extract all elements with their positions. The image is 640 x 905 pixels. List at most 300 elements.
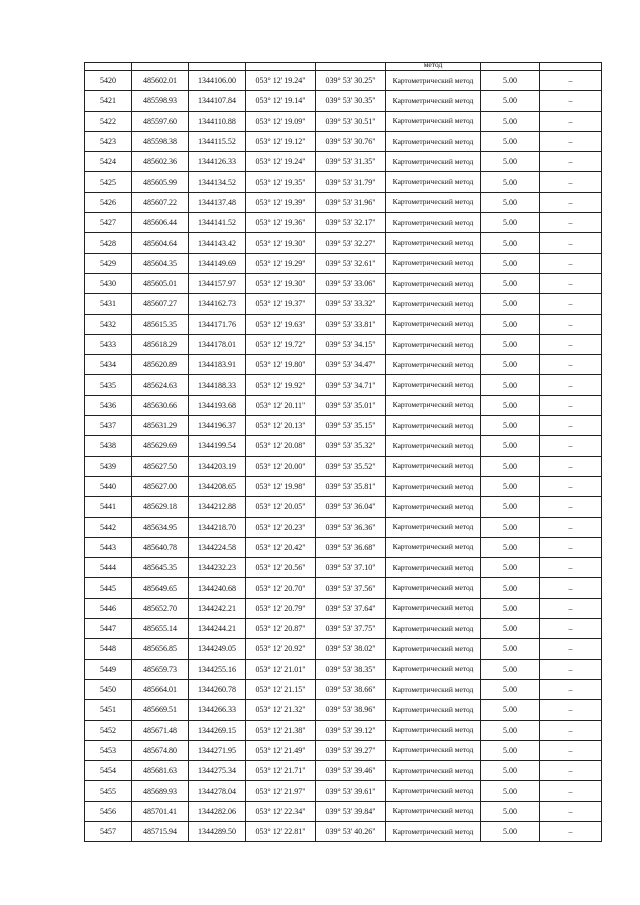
cell-note: –: [540, 761, 602, 781]
cell-point-number: 5447: [85, 619, 132, 639]
cell-x-coordinate: 485634.95: [132, 517, 189, 537]
cell-x-coordinate: 485669.51: [132, 700, 189, 720]
cell-y-coordinate: 1344249.05: [189, 639, 246, 659]
table-row: [85, 639, 602, 659]
cell-accuracy: 5.00: [481, 91, 540, 111]
table-row: [85, 801, 602, 821]
cell-longitude: 039° 53' 32.17": [316, 213, 386, 233]
cell-accuracy: 5.00: [481, 152, 540, 172]
cell-point-number: 5455: [85, 781, 132, 801]
cell-x-coordinate: 485605.01: [132, 273, 189, 293]
cell-note: –: [540, 152, 602, 172]
cell-note: –: [540, 537, 602, 557]
cell-note: –: [540, 355, 602, 375]
cell-note: –: [540, 314, 602, 334]
cell-accuracy: 5.00: [481, 233, 540, 253]
cell-method: Картометрический метод: [386, 537, 481, 557]
cell-method: Картометрический метод: [386, 192, 481, 212]
cell-note: –: [540, 517, 602, 537]
cell-method: Картометрический метод: [386, 395, 481, 415]
cell-latitude: 053° 12' 19.92": [246, 375, 316, 395]
cell-y-coordinate: 1344244.21: [189, 619, 246, 639]
cell-note: –: [540, 456, 602, 476]
cell-method: Картометрический метод: [386, 700, 481, 720]
cell-accuracy: 5.00: [481, 71, 540, 91]
cell-note: –: [540, 91, 602, 111]
cell-point-number: 5434: [85, 355, 132, 375]
cell-y-coordinate: 1344171.76: [189, 314, 246, 334]
cell-empty: [189, 63, 246, 71]
cell-note: –: [540, 821, 602, 841]
cell-method: Картометрический метод: [386, 558, 481, 578]
cell-longitude: 039° 53' 40.26": [316, 821, 386, 841]
cell-point-number: 5451: [85, 700, 132, 720]
cell-x-coordinate: 485605.99: [132, 172, 189, 192]
cell-y-coordinate: 1344260.78: [189, 679, 246, 699]
cell-x-coordinate: 485627.50: [132, 456, 189, 476]
cell-latitude: 053° 12' 20.13": [246, 416, 316, 436]
cell-method: Картометрический метод: [386, 213, 481, 233]
cell-longitude: 039° 53' 39.12": [316, 720, 386, 740]
cell-latitude: 053° 12' 19.98": [246, 476, 316, 496]
cell-point-number: 5453: [85, 740, 132, 760]
cell-point-number: 5422: [85, 111, 132, 131]
cell-point-number: 5424: [85, 152, 132, 172]
cell-x-coordinate: 485655.14: [132, 619, 189, 639]
cell-method: Картометрический метод: [386, 416, 481, 436]
cell-y-coordinate: 1344143.42: [189, 233, 246, 253]
cell-latitude: 053° 12' 19.29": [246, 253, 316, 273]
table-row: [85, 720, 602, 740]
cell-method: Картометрический метод: [386, 679, 481, 699]
cell-y-coordinate: 1344106.00: [189, 71, 246, 91]
table-row: [85, 192, 602, 212]
cell-method: Картометрический метод: [386, 131, 481, 151]
cell-y-coordinate: 1344232.23: [189, 558, 246, 578]
cell-latitude: 053° 12' 22.81": [246, 821, 316, 841]
cell-method: Картометрический метод: [386, 619, 481, 639]
cell-y-coordinate: 1344289.50: [189, 821, 246, 841]
cell-x-coordinate: 485597.60: [132, 111, 189, 131]
table-row: [85, 334, 602, 354]
cell-note: –: [540, 131, 602, 151]
cell-latitude: 053° 12' 19.12": [246, 131, 316, 151]
cell-point-number: 5456: [85, 801, 132, 821]
cell-y-coordinate: 1344149.69: [189, 253, 246, 273]
cell-y-coordinate: 1344269.15: [189, 720, 246, 740]
cell-note: –: [540, 781, 602, 801]
cell-accuracy: 5.00: [481, 639, 540, 659]
cell-note: –: [540, 639, 602, 659]
cell-accuracy: 5.00: [481, 131, 540, 151]
cell-note: –: [540, 720, 602, 740]
cell-y-coordinate: 1344141.52: [189, 213, 246, 233]
cell-y-coordinate: 1344266.33: [189, 700, 246, 720]
cell-y-coordinate: 1344224.58: [189, 537, 246, 557]
cell-y-coordinate: 1344212.88: [189, 497, 246, 517]
cell-x-coordinate: 485681.63: [132, 761, 189, 781]
cell-point-number: 5445: [85, 578, 132, 598]
cell-empty: [481, 63, 540, 71]
table-row: [85, 598, 602, 618]
cell-longitude: 039° 53' 30.25": [316, 71, 386, 91]
cell-longitude: 039° 53' 37.75": [316, 619, 386, 639]
cell-longitude: 039° 53' 30.35": [316, 91, 386, 111]
cell-y-coordinate: 1344134.52: [189, 172, 246, 192]
cell-latitude: 053° 12' 20.42": [246, 537, 316, 557]
cell-accuracy: 5.00: [481, 375, 540, 395]
cell-x-coordinate: 485671.48: [132, 720, 189, 740]
cell-point-number: 5446: [85, 598, 132, 618]
table-row: [85, 700, 602, 720]
cell-accuracy: 5.00: [481, 416, 540, 436]
cell-point-number: 5428: [85, 233, 132, 253]
cell-note: –: [540, 213, 602, 233]
cell-method: Картометрический метод: [386, 598, 481, 618]
cell-latitude: 053° 12' 20.92": [246, 639, 316, 659]
cell-y-coordinate: 1344107.84: [189, 91, 246, 111]
table-row: [85, 517, 602, 537]
cell-method: Картометрический метод: [386, 476, 481, 496]
cell-method: Картометрический метод: [386, 91, 481, 111]
cell-y-coordinate: 1344115.52: [189, 131, 246, 151]
cell-latitude: 053° 12' 20.08": [246, 436, 316, 456]
cell-x-coordinate: 485602.01: [132, 71, 189, 91]
cell-method: Картометрический метод: [386, 801, 481, 821]
cell-note: –: [540, 740, 602, 760]
table-row: [85, 395, 602, 415]
cell-x-coordinate: 485640.78: [132, 537, 189, 557]
cell-latitude: 053° 12' 19.30": [246, 273, 316, 293]
cell-method: Картометрический метод: [386, 375, 481, 395]
cell-latitude: 053° 12' 21.01": [246, 659, 316, 679]
cell-point-number: 5448: [85, 639, 132, 659]
cell-accuracy: 5.00: [481, 476, 540, 496]
cell-method: Картометрический метод: [386, 497, 481, 517]
cell-longitude: 039° 53' 39.46": [316, 761, 386, 781]
cell-x-coordinate: 485656.85: [132, 639, 189, 659]
cell-point-number: 5454: [85, 761, 132, 781]
cell-latitude: 053° 12' 19.24": [246, 71, 316, 91]
table-row: [85, 172, 602, 192]
cell-accuracy: 5.00: [481, 213, 540, 233]
cell-note: –: [540, 679, 602, 699]
cell-y-coordinate: 1344218.70: [189, 517, 246, 537]
cell-method: Картометрический метод: [386, 314, 481, 334]
cell-empty: [132, 63, 189, 71]
cell-latitude: 053° 12' 21.38": [246, 720, 316, 740]
cell-method: Картометрический метод: [386, 436, 481, 456]
cell-y-coordinate: 1344282.06: [189, 801, 246, 821]
cell-latitude: 053° 12' 19.63": [246, 314, 316, 334]
cell-note: –: [540, 619, 602, 639]
table-row: [85, 253, 602, 273]
cell-x-coordinate: 485615.35: [132, 314, 189, 334]
cell-longitude: 039° 53' 32.27": [316, 233, 386, 253]
cell-accuracy: 5.00: [481, 517, 540, 537]
cell-note: –: [540, 659, 602, 679]
cell-method: Картометрический метод: [386, 761, 481, 781]
cell-latitude: 053° 12' 20.05": [246, 497, 316, 517]
table-row: [85, 679, 602, 699]
cell-longitude: 039° 53' 39.27": [316, 740, 386, 760]
cell-longitude: 039° 53' 39.84": [316, 801, 386, 821]
cell-method: Картометрический метод: [386, 71, 481, 91]
cell-latitude: 053° 12' 19.37": [246, 294, 316, 314]
cell-note: –: [540, 233, 602, 253]
cell-longitude: 039° 53' 33.06": [316, 273, 386, 293]
table-row: [85, 781, 602, 801]
cell-y-coordinate: 1344183.91: [189, 355, 246, 375]
cell-accuracy: 5.00: [481, 679, 540, 699]
cell-method: Картометрический метод: [386, 517, 481, 537]
cell-longitude: 039° 53' 36.04": [316, 497, 386, 517]
cell-latitude: 053° 12' 22.34": [246, 801, 316, 821]
cell-x-coordinate: 485607.27: [132, 294, 189, 314]
cell-empty: [316, 63, 386, 71]
cell-longitude: 039° 53' 35.15": [316, 416, 386, 436]
cell-longitude: 039° 53' 35.52": [316, 456, 386, 476]
cell-note: –: [540, 476, 602, 496]
cell-accuracy: 5.00: [481, 314, 540, 334]
cell-y-coordinate: 1344178.01: [189, 334, 246, 354]
table-row: [85, 152, 602, 172]
cell-method: Картометрический метод: [386, 740, 481, 760]
cell-latitude: 053° 12' 19.14": [246, 91, 316, 111]
cell-accuracy: 5.00: [481, 273, 540, 293]
cell-x-coordinate: 485645.35: [132, 558, 189, 578]
table-row: [85, 294, 602, 314]
table-row: [85, 314, 602, 334]
cell-method: Картометрический метод: [386, 456, 481, 476]
cell-accuracy: 5.00: [481, 781, 540, 801]
cell-method: Картометрический метод: [386, 578, 481, 598]
cell-point-number: 5425: [85, 172, 132, 192]
continuation-row: [85, 63, 602, 71]
cell-note: –: [540, 192, 602, 212]
table-row: [85, 273, 602, 293]
cell-accuracy: 5.00: [481, 558, 540, 578]
cell-point-number: 5444: [85, 558, 132, 578]
cell-longitude: 039° 53' 31.79": [316, 172, 386, 192]
cell-latitude: 053° 12' 19.80": [246, 355, 316, 375]
cell-y-coordinate: 1344278.04: [189, 781, 246, 801]
table-row: [85, 476, 602, 496]
cell-point-number: 5426: [85, 192, 132, 212]
cell-note: –: [540, 71, 602, 91]
cell-x-coordinate: 485701.41: [132, 801, 189, 821]
table-row: [85, 619, 602, 639]
cell-empty: [246, 63, 316, 71]
cell-x-coordinate: 485604.64: [132, 233, 189, 253]
cell-x-coordinate: 485689.93: [132, 781, 189, 801]
cell-point-number: 5436: [85, 395, 132, 415]
cell-x-coordinate: 485715.94: [132, 821, 189, 841]
table-row: [85, 456, 602, 476]
cell-point-number: 5449: [85, 659, 132, 679]
method-continuation-text: метод: [423, 62, 443, 69]
table-row: [85, 71, 602, 91]
cell-y-coordinate: 1344255.16: [189, 659, 246, 679]
cell-longitude: 039° 53' 34.71": [316, 375, 386, 395]
cell-accuracy: 5.00: [481, 334, 540, 354]
cell-longitude: 039° 53' 39.61": [316, 781, 386, 801]
cell-note: –: [540, 375, 602, 395]
cell-y-coordinate: 1344110.88: [189, 111, 246, 131]
cell-accuracy: 5.00: [481, 740, 540, 760]
cell-y-coordinate: 1344242.21: [189, 598, 246, 618]
cell-x-coordinate: 485618.29: [132, 334, 189, 354]
cell-x-coordinate: 485630.66: [132, 395, 189, 415]
cell-latitude: 053° 12' 21.32": [246, 700, 316, 720]
cell-latitude: 053° 12' 20.79": [246, 598, 316, 618]
cell-accuracy: 5.00: [481, 821, 540, 841]
cell-point-number: 5421: [85, 91, 132, 111]
table-row: [85, 761, 602, 781]
cell-point-number: 5427: [85, 213, 132, 233]
cell-empty: [85, 63, 132, 71]
cell-point-number: 5452: [85, 720, 132, 740]
cell-point-number: 5433: [85, 334, 132, 354]
table-row: [85, 355, 602, 375]
cell-y-coordinate: 1344137.48: [189, 192, 246, 212]
table-row: [85, 131, 602, 151]
cell-longitude: 039° 53' 37.64": [316, 598, 386, 618]
cell-latitude: 053° 12' 21.15": [246, 679, 316, 699]
cell-note: –: [540, 273, 602, 293]
cell-latitude: 053° 12' 20.56": [246, 558, 316, 578]
table-row: [85, 740, 602, 760]
cell-latitude: 053° 12' 19.36": [246, 213, 316, 233]
cell-note: –: [540, 294, 602, 314]
cell-point-number: 5439: [85, 456, 132, 476]
cell-note: –: [540, 334, 602, 354]
cell-y-coordinate: 1344271.95: [189, 740, 246, 760]
cell-latitude: 053° 12' 21.71": [246, 761, 316, 781]
cell-accuracy: 5.00: [481, 619, 540, 639]
cell-method: Картометрический метод: [386, 355, 481, 375]
cell-accuracy: 5.00: [481, 436, 540, 456]
cell-x-coordinate: 485629.69: [132, 436, 189, 456]
table-body: [85, 63, 602, 842]
cell-accuracy: 5.00: [481, 395, 540, 415]
cell-longitude: 039° 53' 31.96": [316, 192, 386, 212]
cell-x-coordinate: 485659.73: [132, 659, 189, 679]
cell-longitude: 039° 53' 33.81": [316, 314, 386, 334]
cell-longitude: 039° 53' 38.96": [316, 700, 386, 720]
cell-accuracy: 5.00: [481, 192, 540, 212]
cell-method: Картометрический метод: [386, 172, 481, 192]
coordinates-table: [84, 62, 602, 842]
cell-x-coordinate: 485598.38: [132, 131, 189, 151]
cell-note: –: [540, 436, 602, 456]
cell-method: Картометрический метод: [386, 152, 481, 172]
cell-x-coordinate: 485606.44: [132, 213, 189, 233]
cell-note: –: [540, 416, 602, 436]
cell-longitude: 039° 53' 36.68": [316, 537, 386, 557]
cell-longitude: 039° 53' 38.35": [316, 659, 386, 679]
cell-longitude: 039° 53' 38.02": [316, 639, 386, 659]
cell-accuracy: 5.00: [481, 111, 540, 131]
cell-accuracy: 5.00: [481, 578, 540, 598]
cell-latitude: 053° 12' 21.97": [246, 781, 316, 801]
cell-accuracy: 5.00: [481, 659, 540, 679]
cell-accuracy: 5.00: [481, 598, 540, 618]
cell-accuracy: 5.00: [481, 537, 540, 557]
cell-longitude: 039° 53' 34.15": [316, 334, 386, 354]
table-row: [85, 497, 602, 517]
cell-y-coordinate: 1344275.34: [189, 761, 246, 781]
table-row: [85, 578, 602, 598]
cell-x-coordinate: 485598.93: [132, 91, 189, 111]
cell-accuracy: 5.00: [481, 801, 540, 821]
cell-note: –: [540, 172, 602, 192]
cell-accuracy: 5.00: [481, 761, 540, 781]
cell-note: –: [540, 598, 602, 618]
cell-latitude: 053° 12' 19.35": [246, 172, 316, 192]
cell-accuracy: 5.00: [481, 720, 540, 740]
table-row: [85, 91, 602, 111]
cell-accuracy: 5.00: [481, 456, 540, 476]
cell-note: –: [540, 801, 602, 821]
cell-x-coordinate: 485602.36: [132, 152, 189, 172]
cell-method: Картометрический метод: [386, 233, 481, 253]
cell-longitude: 039° 53' 30.76": [316, 131, 386, 151]
cell-longitude: 039° 53' 30.51": [316, 111, 386, 131]
cell-method: Картометрический метод: [386, 294, 481, 314]
cell-x-coordinate: 485627.00: [132, 476, 189, 496]
cell-latitude: 053° 12' 19.09": [246, 111, 316, 131]
table-row: [85, 213, 602, 233]
cell-latitude: 053° 12' 20.70": [246, 578, 316, 598]
cell-point-number: 5435: [85, 375, 132, 395]
table-row: [85, 111, 602, 131]
cell-longitude: 039° 53' 35.01": [316, 395, 386, 415]
cell-latitude: 053° 12' 21.49": [246, 740, 316, 760]
cell-point-number: 5430: [85, 273, 132, 293]
cell-x-coordinate: 485604.35: [132, 253, 189, 273]
cell-point-number: 5457: [85, 821, 132, 841]
cell-point-number: 5420: [85, 71, 132, 91]
cell-latitude: 053° 12' 19.30": [246, 233, 316, 253]
table-row: [85, 375, 602, 395]
cell-x-coordinate: 485652.70: [132, 598, 189, 618]
cell-longitude: 039° 53' 33.32": [316, 294, 386, 314]
cell-x-coordinate: 485664.01: [132, 679, 189, 699]
cell-longitude: 039° 53' 37.56": [316, 578, 386, 598]
cell-method: Картометрический метод: [386, 273, 481, 293]
cell-y-coordinate: 1344240.68: [189, 578, 246, 598]
cell-latitude: 053° 12' 20.11": [246, 395, 316, 415]
cell-method: Картометрический метод: [386, 334, 481, 354]
cell-method: Картометрический метод: [386, 781, 481, 801]
cell-x-coordinate: 485629.18: [132, 497, 189, 517]
cell-x-coordinate: 485631.29: [132, 416, 189, 436]
cell-longitude: 039° 53' 35.32": [316, 436, 386, 456]
cell-note: –: [540, 700, 602, 720]
cell-longitude: 039° 53' 35.81": [316, 476, 386, 496]
cell-point-number: 5438: [85, 436, 132, 456]
table-row: [85, 416, 602, 436]
cell-x-coordinate: 485620.89: [132, 355, 189, 375]
cell-latitude: 053° 12' 19.72": [246, 334, 316, 354]
cell-longitude: 039° 53' 31.35": [316, 152, 386, 172]
cell-method: Картометрический метод: [386, 720, 481, 740]
cell-point-number: 5437: [85, 416, 132, 436]
cell-point-number: 5442: [85, 517, 132, 537]
table-row: [85, 558, 602, 578]
cell-y-coordinate: 1344126.33: [189, 152, 246, 172]
